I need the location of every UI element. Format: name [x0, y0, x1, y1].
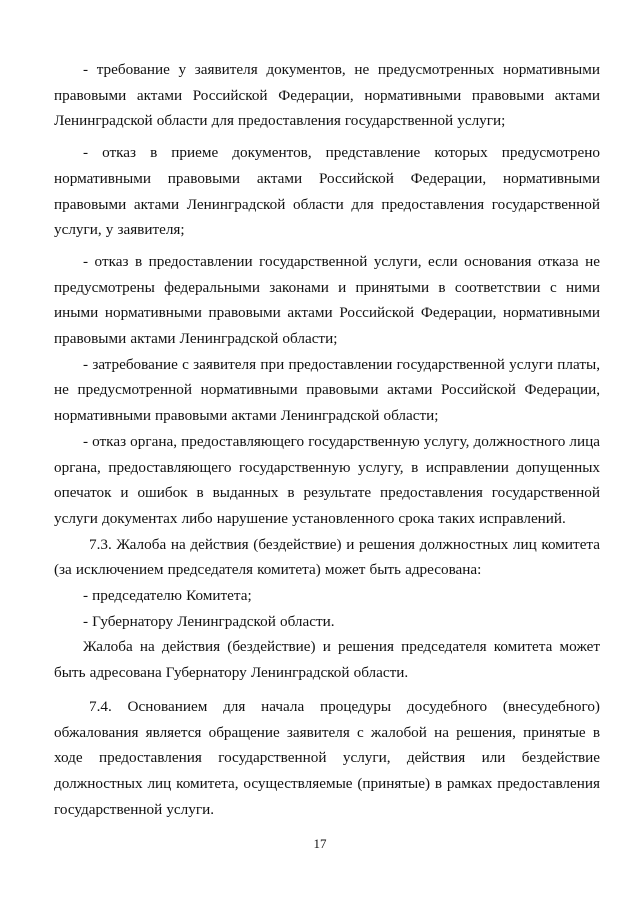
page-number: 17: [313, 836, 327, 851]
list-item-correction-refusal: - отказ органа, предоставляющего государственную услугу, должностного лица органа, предоставляющего государственную услугу, в исправлении допущенных опечаток и ошибок в выданных в результате предоставления государственной услуги документах либо нарушение установленного срока таких исправлений.: [54, 432, 600, 527]
list-item-governor: - Губернатору Ленинградской области.: [83, 612, 335, 630]
list-item-requirement: - требование у заявителя документов, не предусмотренных нормативными правовыми актами Российской Федерации, нормативными правовыми актами Ленинградской области для предоставления государственной услуги;: [54, 61, 600, 130]
body-text: [54, 57, 600, 822]
list-item-refusal-documents: - отказ в приеме документов, представление которых предусмотрено нормативными правовыми актами Российской Федерации, нормативными правовыми актами Ленинградской области для предоставления государственной услуги, у заявителя;: [54, 144, 600, 239]
list-item-fee-demand: - затребование с заявителя при предоставлении государственной услуги платы, не предусмотренной нормативными правовыми актами Российской Федерации, нормативными правовыми актами Ленинградской области;: [54, 355, 600, 425]
paragraph-7-4: 7.4. Основанием для начала процедуры досудебного (внесудебного) обжалования является обращение заявителя с жалобой на решения, принятые в ходе предоставления государственной услуги, действия или бездействие должностных лиц комитета, осуществляемые (принятые) в рамках предоставления государственной услуги.: [54, 697, 600, 818]
paragraph-7-3: 7.3. Жалоба на действия (бездействие) и решения должностных лиц комитета (за исключением председателя комитета) может быть адресована:: [54, 535, 600, 579]
paragraph-complaint-chairman: Жалоба на действия (бездействие) и решения председателя комитета может быть адресована Губернатору Ленинградской области.: [54, 638, 600, 682]
list-item-refusal-service: - отказ в предоставлении государственной услуги, если основания отказа не предусмотрены федеральными законами и принятыми в соответствии с ними иными нормативными правовыми актами Российской Федерации, нормативными правовыми актами Ленинградской области;: [54, 252, 600, 348]
list-item-chairman: - председателю Комитета;: [83, 587, 252, 605]
